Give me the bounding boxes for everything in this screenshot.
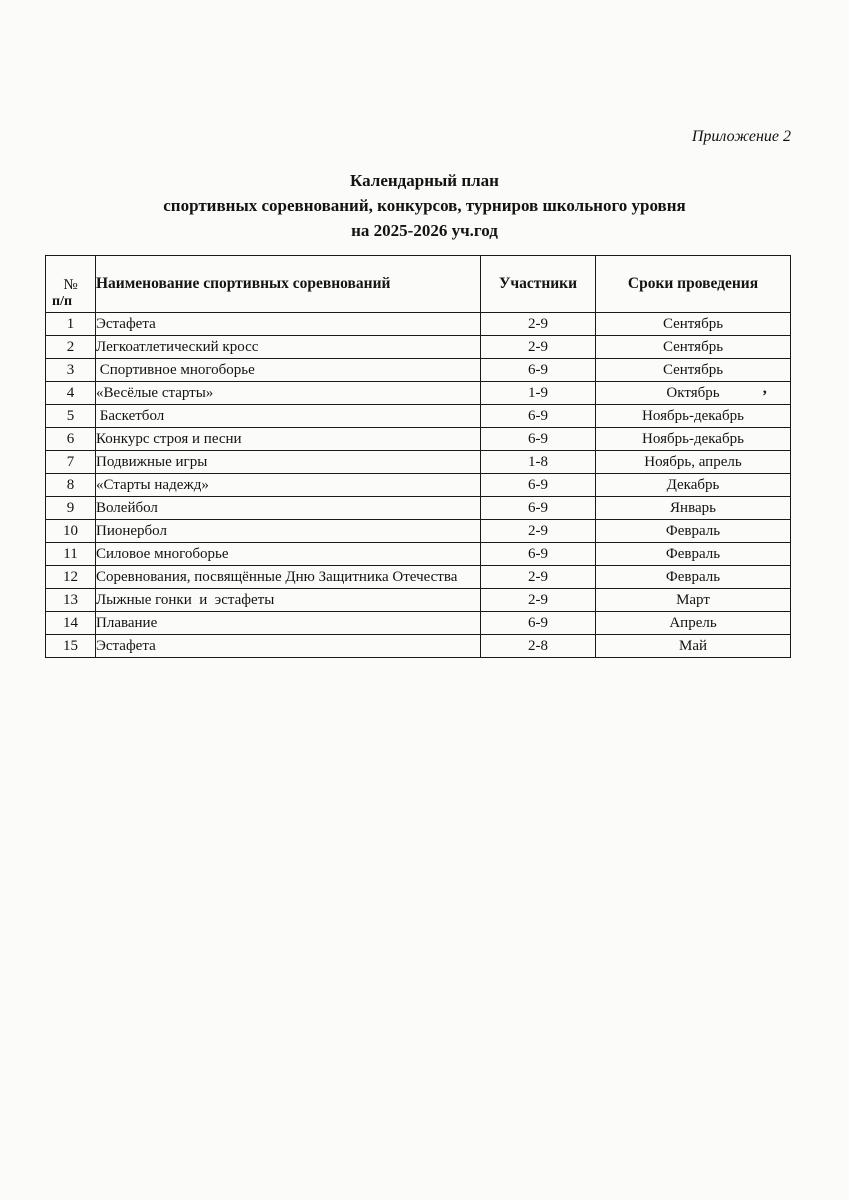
row-number: 6 <box>46 428 96 451</box>
table-row <box>46 405 791 428</box>
table-row <box>46 566 791 589</box>
row-number: 15 <box>46 635 96 658</box>
table-row <box>46 589 791 612</box>
table-row <box>46 382 791 405</box>
row-event-name: Подвижные игры <box>96 451 481 474</box>
row-event-name: Плавание <box>96 612 481 635</box>
table-row <box>46 612 791 635</box>
row-number: 10 <box>46 520 96 543</box>
row-period: Сентябрь <box>596 359 791 382</box>
title-line-2: спортивных соревнований, конкурсов, турниров школьного уровня <box>163 196 686 215</box>
header-name: Наименование спортивных соревнований <box>96 256 481 313</box>
row-period: Сентябрь <box>596 313 791 336</box>
scan-artifact-mark: ’ <box>762 388 768 405</box>
row-number: 12 <box>46 566 96 589</box>
row-participants: 6-9 <box>481 428 596 451</box>
table-body <box>46 313 791 658</box>
row-event-name: Силовое многоборье <box>96 543 481 566</box>
row-event-name: Эстафета <box>96 635 481 658</box>
table-row <box>46 543 791 566</box>
header-number-top: № <box>63 277 78 293</box>
header-participants: Участники <box>481 256 596 313</box>
appendix-annotation: Приложение 2 <box>691 128 791 145</box>
table-row <box>46 520 791 543</box>
row-period: Октябрь <box>596 382 791 405</box>
row-number: 14 <box>46 612 96 635</box>
table-row <box>46 474 791 497</box>
row-period: Ноябрь-декабрь <box>596 405 791 428</box>
table-row <box>46 497 791 520</box>
row-number: 11 <box>46 543 96 566</box>
row-event-name: Легкоатлетический кросс <box>96 336 481 359</box>
row-number: 4 <box>46 382 96 405</box>
row-event-name: Спортивное многоборье <box>96 359 481 382</box>
header-number <box>46 256 96 313</box>
table-row <box>46 635 791 658</box>
row-period: Ноябрь-декабрь <box>596 428 791 451</box>
row-number: 7 <box>46 451 96 474</box>
row-event-name: Пионербол <box>96 520 481 543</box>
title-line-1: Календарный план <box>350 171 499 190</box>
row-participants: 6-9 <box>481 405 596 428</box>
row-participants: 2-9 <box>481 566 596 589</box>
table-row <box>46 359 791 382</box>
row-number: 1 <box>46 313 96 336</box>
row-participants: 6-9 <box>481 474 596 497</box>
row-number: 9 <box>46 497 96 520</box>
row-number: 3 <box>46 359 96 382</box>
row-participants: 2-9 <box>481 336 596 359</box>
row-number: 5 <box>46 405 96 428</box>
row-period: Декабрь <box>596 474 791 497</box>
row-period: Февраль <box>596 566 791 589</box>
row-participants: 6-9 <box>481 612 596 635</box>
row-period: Сентябрь <box>596 336 791 359</box>
row-period: Ноябрь, апрель <box>596 451 791 474</box>
row-number: 8 <box>46 474 96 497</box>
row-participants: 1-8 <box>481 451 596 474</box>
row-event-name: Конкурс строя и песни <box>96 428 481 451</box>
row-participants: 2-9 <box>481 520 596 543</box>
row-participants: 6-9 <box>481 543 596 566</box>
row-participants: 2-9 <box>481 589 596 612</box>
row-period: Январь <box>596 497 791 520</box>
row-event-name: Баскетбол <box>96 405 481 428</box>
row-period: Апрель <box>596 612 791 635</box>
row-event-name: Соревнования, посвящённые Дню Защитника Отечества <box>96 566 481 589</box>
row-event-name: «Старты надежд» <box>96 474 481 497</box>
row-event-name: «Весёлые старты» <box>96 382 481 405</box>
row-number: 13 <box>46 589 96 612</box>
header-number-bottom: п/п <box>52 294 73 309</box>
row-participants: 2-9 <box>481 313 596 336</box>
title-line-3: на 2025-2026 уч.год <box>351 221 498 240</box>
row-period: Февраль <box>596 543 791 566</box>
header-period: Сроки проведения <box>596 256 791 313</box>
row-event-name: Волейбол <box>96 497 481 520</box>
table-row <box>46 428 791 451</box>
table-header <box>46 256 791 313</box>
row-participants: 6-9 <box>481 497 596 520</box>
row-event-name: Эстафета <box>96 313 481 336</box>
schedule-table <box>45 255 791 658</box>
row-number: 2 <box>46 336 96 359</box>
row-participants: 1-9 <box>481 382 596 405</box>
row-period: Февраль <box>596 520 791 543</box>
row-period: Май <box>596 635 791 658</box>
document-title <box>0 168 849 243</box>
header-row <box>46 256 791 313</box>
row-period: Март <box>596 589 791 612</box>
row-participants: 2-8 <box>481 635 596 658</box>
table-row <box>46 451 791 474</box>
row-event-name: Лыжные гонки и эстафеты <box>96 589 481 612</box>
table-row <box>46 336 791 359</box>
row-participants: 6-9 <box>481 359 596 382</box>
table-row <box>46 313 791 336</box>
